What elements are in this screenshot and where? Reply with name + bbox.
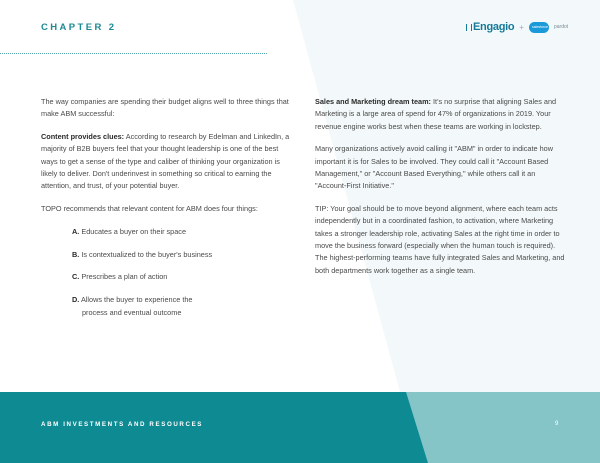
content-clues-lead: Content provides clues: <box>41 132 125 142</box>
list-letter: A. <box>72 226 80 236</box>
partner-logos <box>466 20 568 34</box>
tip-paragraph: TIP: Your goal should be to move beyond alignment, where each team acts independently but in a coordinated fashion, to activation, where Marketing takes a stronger leadership role, activating Sales at the right time in order to move the business forward (especially when the human touch is required). The highest-performing teams have fully integrated Sales and Marketing, and both departments work together as a single team. <box>315 204 565 275</box>
footer-band <box>0 392 600 463</box>
dream-team-paragraph <box>315 96 565 133</box>
salesforce-cloud-icon <box>529 22 549 33</box>
content-clues-text: According to research by Edelman and LinkedIn, a majority of B2B buyers feel that your thought leadership is one of the best ways to get a sense of the type and caliber of thinking your organization is likely to deliver. Don't underinvest in something so critical to earning the attention, and trust, of your potential buyer. <box>41 132 290 191</box>
pardot-wordmark: pardot <box>553 24 569 30</box>
salesforce-wordmark: salesforce <box>531 24 548 29</box>
list-text: Educates a buyer on their space <box>81 226 186 236</box>
left-column <box>41 96 296 329</box>
naming-paragraph: Many organizations actively avoid calling it "ABM" in order to indicate how important it is for Sales to be involved. They could call it "Account Based Management," or "Account Based Everything," while others call it an "Account-First Initiative." <box>315 144 553 191</box>
engagio-logo <box>466 21 514 33</box>
list-text: Is contextualized to the buyer's business <box>81 249 213 259</box>
right-column <box>315 96 565 287</box>
list-letter: B. <box>72 249 80 259</box>
list-letter: C. <box>72 272 80 282</box>
four-things-list <box>41 226 296 319</box>
footer-section-title: ABM INVESTMENTS AND RESOURCES <box>41 421 204 428</box>
plus-sign: + <box>519 22 524 32</box>
content-clues-paragraph <box>41 131 296 192</box>
list-text: Allows the buyer to experience the <box>80 295 193 305</box>
list-text: Prescribes a plan of action <box>81 272 168 282</box>
list-letter: D. <box>72 295 80 305</box>
intro-paragraph: The way companies are spending their budget aligns well to three things that make ABM successful: <box>41 97 289 119</box>
dream-team-lead: Sales and Marketing dream team: <box>315 97 431 106</box>
list-item <box>41 294 296 319</box>
list-item <box>41 226 296 238</box>
page-number: 9 <box>555 421 559 427</box>
engagio-mark-icon <box>466 24 472 31</box>
list-text-continuation: process and eventual outcome <box>82 307 182 317</box>
chapter-heading: CHAPTER 2 <box>41 22 117 33</box>
header-divider <box>0 53 267 54</box>
dream-team-text: It's no surprise that aligning Sales and Marketing is a large area of spend for 47% of organizations in 2019. Your revenue engine works best when these teams are working in lockstep. <box>315 97 557 131</box>
topo-intro-paragraph: TOPO recommends that relevant content for ABM does four things: <box>41 204 258 214</box>
engagio-wordmark: Engagio <box>473 21 515 33</box>
list-item <box>41 271 296 283</box>
list-item <box>41 249 296 261</box>
